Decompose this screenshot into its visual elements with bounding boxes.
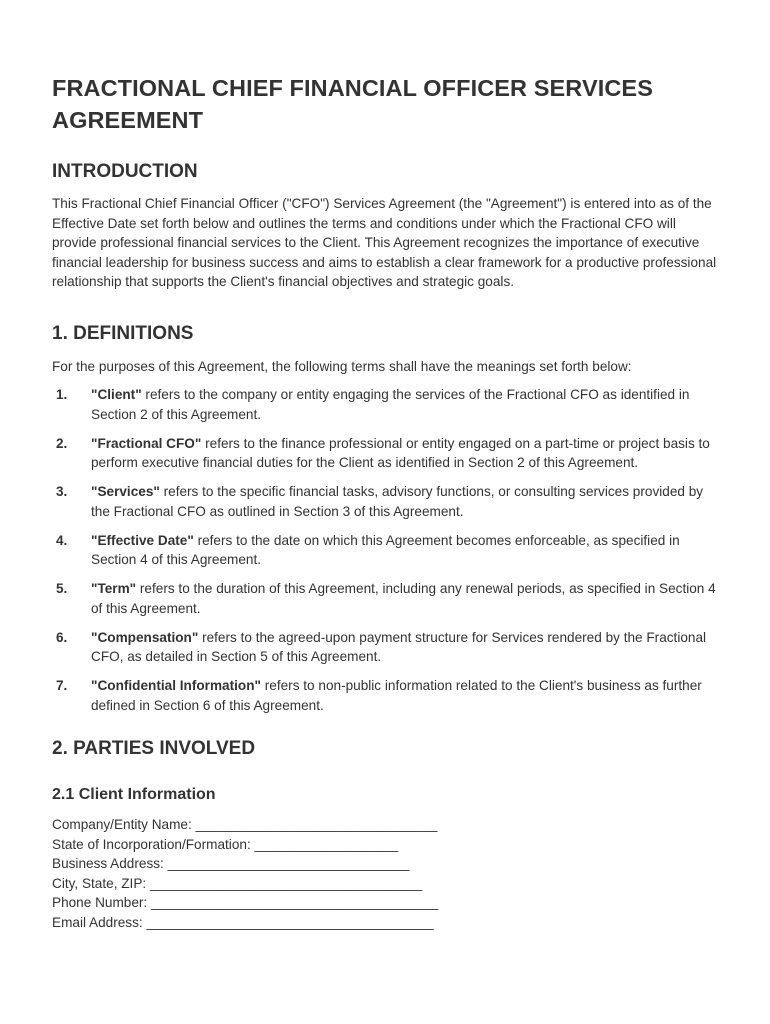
definition-number: 1.: [56, 387, 68, 402]
definition-item: [52, 482, 718, 521]
field-blank[interactable]: ___________________: [254, 836, 399, 852]
definition-term: "Compensation": [91, 629, 199, 645]
definitions-heading: 1. DEFINITIONS: [52, 322, 194, 344]
client-info-fields: [52, 815, 718, 932]
definition-item: [52, 676, 718, 715]
definition-number: 6.: [56, 629, 68, 645]
client-info-heading: 2.1 Client Information: [52, 786, 216, 803]
email-address-field[interactable]: [52, 913, 718, 933]
definition-number: 4.: [56, 532, 68, 548]
company-name-field[interactable]: [52, 815, 718, 835]
definition-item: [52, 385, 718, 424]
definition-number: 7.: [56, 678, 68, 693]
introduction-body: This Fractional Chief Financial Officer ("CFO") Services Agreement (the "Agreement") is entered into as of the Effective Date set forth below and outlines the terms and conditions under which the Fractional CFO will provide professional financial services to the Client. This Agreement recognizes the importance of executive financial leadership for business success and aims to establish a clear framework for a productive professional relationship that supports the Client's financial objectives and strategic goals.: [52, 196, 717, 289]
definition-term: "Fractional CFO": [91, 435, 202, 451]
definition-term: "Effective Date": [91, 532, 194, 548]
field-label: State of Incorporation/Formation:: [52, 836, 251, 852]
definitions-list: [52, 385, 718, 715]
definition-text: refers to the date on which this Agreement becomes enforceable, as specified in Section 4 of this Agreement.: [91, 532, 680, 567]
field-blank[interactable]: ______________________________________: [146, 914, 434, 930]
definition-item: [52, 579, 718, 618]
definition-term: "Client": [91, 387, 142, 402]
definition-term: "Confidential Information": [91, 678, 261, 693]
definition-text: refers to the specific financial tasks, advisory functions, or consulting services provided by the Fractional CFO as outlined in Section 3 of this Agreement.: [91, 484, 704, 519]
field-blank[interactable]: ________________________________: [167, 856, 410, 871]
definition-item: [52, 434, 718, 473]
parties-heading: 2. PARTIES INVOLVED: [52, 738, 256, 759]
definition-term: "Services": [91, 484, 160, 499]
definition-term: "Term": [91, 581, 137, 596]
definition-number: 5.: [56, 581, 68, 596]
introduction-heading: INTRODUCTION: [52, 161, 198, 182]
definition-item: [52, 628, 718, 667]
field-label: Company/Entity Name:: [52, 817, 192, 832]
business-address-field[interactable]: [52, 854, 718, 874]
definition-text: refers to the agreed-upon payment structure for Services rendered by the Fractional CFO, as detailed in Section 5 of this Agreement.: [91, 629, 707, 664]
phone-number-field[interactable]: [52, 893, 718, 913]
field-label: City, State, ZIP:: [52, 875, 147, 891]
state-of-incorporation-field[interactable]: [52, 835, 718, 855]
field-blank[interactable]: ____________________________________: [149, 875, 423, 891]
field-blank[interactable]: ________________________________: [195, 817, 438, 832]
definitions-lead: For the purposes of this Agreement, the following terms shall have the meanings set forth below:: [52, 358, 632, 374]
field-label: Email Address:: [52, 914, 143, 930]
field-label: Business Address:: [52, 856, 164, 871]
field-blank[interactable]: ______________________________________: [151, 895, 439, 910]
definition-text: refers to non-public information related to the Client's business as further defined in Section 6 of this Agreement.: [91, 678, 702, 713]
city-state-zip-field[interactable]: [52, 874, 718, 894]
document-title: FRACTIONAL CHIEF FINANCIAL OFFICER SERVICES AGREEMENT: [52, 75, 653, 133]
field-label: Phone Number:: [52, 895, 148, 910]
definition-number: 2.: [56, 435, 68, 451]
definition-item: [52, 531, 718, 570]
definition-text: refers to the company or entity engaging the services of the Fractional CFO as identified in Section 2 of this Agreement.: [91, 387, 690, 422]
definition-text: refers to the finance professional or entity engaged on a part-time or project basis to perform executive financial duties for the Client as identified in Section 2 of this Agreement.: [91, 435, 710, 470]
definition-number: 3.: [56, 484, 68, 499]
definition-text: refers to the duration of this Agreement, including any renewal periods, as specified in Section 4 of this Agreement.: [91, 581, 716, 616]
